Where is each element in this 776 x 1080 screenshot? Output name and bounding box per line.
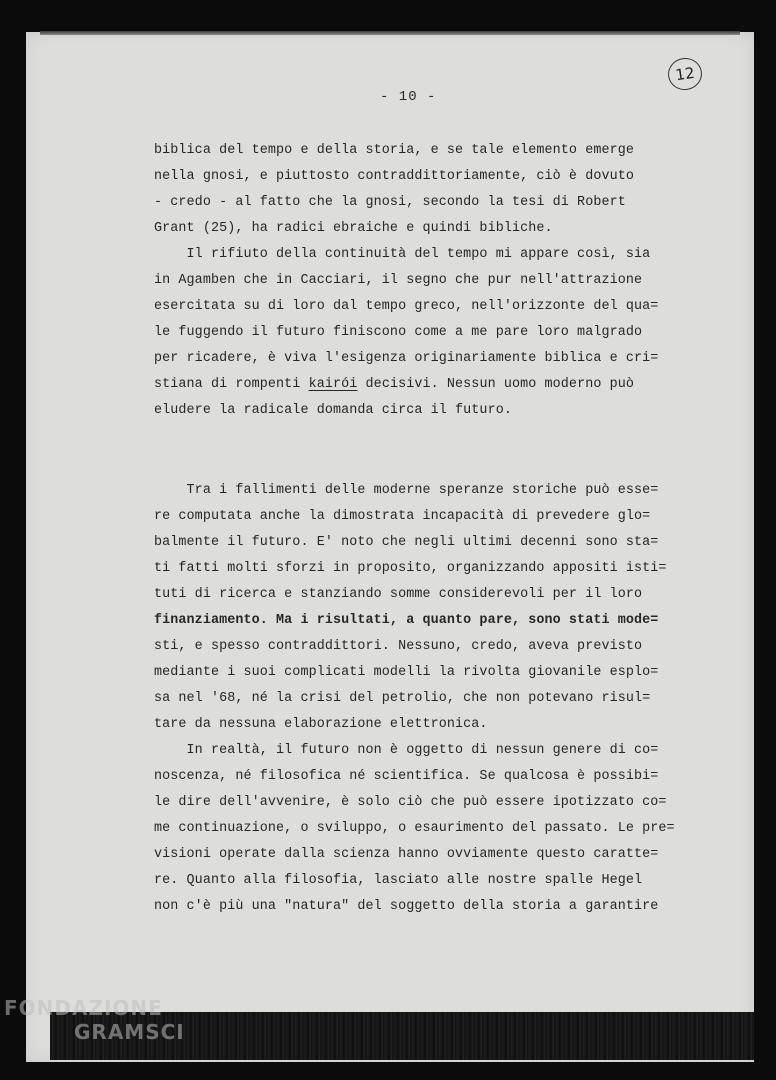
text-line: non c'è più una "natura" del soggetto della storia a garantire	[154, 899, 659, 914]
text-line: Il rifiuto della continuità del tempo mi appare così, sia	[154, 247, 651, 262]
text-line: esercitata su di loro dal tempo greco, nell'orizzonte del qua=	[154, 299, 659, 314]
page-number: - 10 -	[380, 89, 437, 105]
watermark-line: FONDAZIONE	[4, 996, 163, 1020]
text-line: finanziamento. Ma i risultati, a quanto pare, sono stati mode=	[154, 613, 659, 628]
text-line: in Agamben che in Cacciari, il segno che pur nell'attrazione	[154, 273, 643, 288]
text-line: tare da nessuna elaborazione elettronica.	[154, 717, 488, 732]
text-line: re. Quanto alla filosofia, lasciato alle nostre spalle Hegel	[154, 873, 643, 888]
watermark-line: GRAMSCI	[74, 1020, 185, 1044]
text-line: biblica del tempo e della storia, e se tale elemento emerge	[154, 143, 635, 158]
text-line: sti, e spesso contraddittori. Nessuno, credo, aveva previsto	[154, 639, 643, 654]
text-line: re computata anche la dimostrata incapacità di prevedere glo=	[154, 509, 651, 524]
text-line: noscenza, né filosofica né scientifica. Se qualcosa è possibi=	[154, 769, 659, 784]
text-line: eludere la radicale domanda circa il futuro.	[154, 403, 512, 418]
text-line: Tra i fallimenti delle moderne speranze storiche può esse=	[154, 483, 659, 498]
page-top-edge	[40, 31, 740, 35]
text-line: sa nel '68, né la crisi del petrolio, che non potevano risul=	[154, 691, 651, 706]
archive-number-circled: 12	[666, 56, 704, 92]
text-line: - credo - al fatto che la gnosi, secondo la tesi di Robert	[154, 195, 626, 210]
text-line: nella gnosi, e piuttosto contraddittoriamente, ciò è dovuto	[154, 169, 635, 184]
text-line: me continuazione, o sviluppo, o esaurimento del passato. Le pre=	[154, 821, 675, 836]
text-line: In realtà, il futuro non è oggetto di nessun genere di co=	[154, 743, 659, 758]
text-fragment: decisivi. Nessun uomo moderno può	[357, 377, 635, 392]
text-line: le dire dell'avvenire, è solo ciò che può essere ipotizzato co=	[154, 795, 667, 810]
archive-watermark-logo	[4, 996, 185, 1044]
text-line: ti fatti molti sforzi in proposito, organizzando appositi isti=	[154, 561, 667, 576]
text-line: per ricadere, è viva l'esigenza originariamente biblica e cri=	[154, 351, 659, 366]
text-line: visioni operate dalla scienza hanno ovviamente questo caratte=	[154, 847, 659, 862]
text-line: balmente il futuro. E' noto che negli ultimi decenni sono sta=	[154, 535, 659, 550]
text-line-with-underline	[154, 372, 734, 398]
paragraph-block-2	[154, 478, 734, 920]
text-line: Grant (25), ha radici ebraiche e quindi bibliche.	[154, 221, 553, 236]
paragraph-block-1	[154, 138, 734, 424]
text-fragment: stiana di rompenti	[154, 377, 309, 392]
underlined-word: kairói	[308, 377, 358, 392]
text-line: tuti di ricerca e stanziando somme considerevoli per il loro	[154, 587, 643, 602]
text-line: le fuggendo il futuro finiscono come a me pare loro malgrado	[154, 325, 643, 340]
text-line: mediante i suoi complicati modelli la rivolta giovanile esplo=	[154, 665, 659, 680]
